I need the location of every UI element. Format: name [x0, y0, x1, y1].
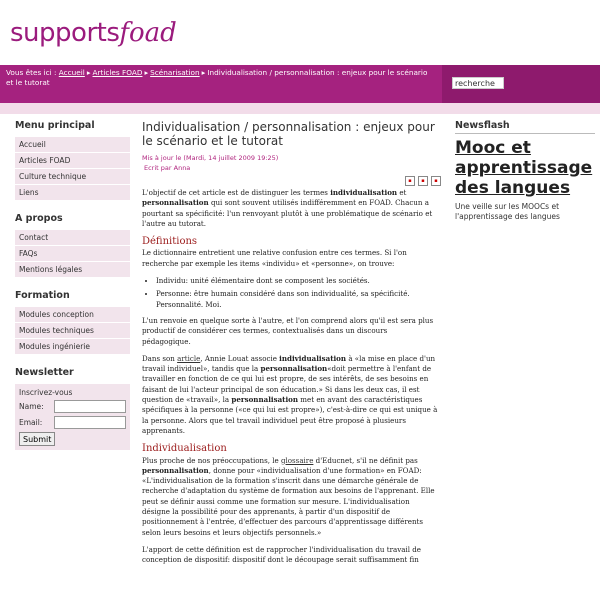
last-paragraph: L'apport de cette définition est de rapprocher l'individualisation du travail de conception de dispositif: dispositif dont le découpage serait suffisamment fin: [142, 544, 421, 565]
menu-item-articles-foad[interactable]: Articles FOAD: [15, 153, 130, 169]
right-sidebar: [455, 120, 600, 222]
site-logo[interactable]: [10, 18, 177, 58]
breadcrumb: [6, 68, 431, 88]
menu-item-faqs[interactable]: FAQs: [15, 246, 130, 262]
article-tools: [405, 176, 441, 186]
email-row: [19, 416, 126, 429]
list-item: • Individu: unité élémentaire dont se composent les sociétés.: [156, 276, 438, 286]
newsletter-form: [15, 384, 130, 450]
divider: [455, 133, 595, 134]
logo-text-supports: supports: [10, 18, 120, 48]
pdf-icon[interactable]: ▪: [405, 176, 415, 186]
submit-button[interactable]: Submit: [19, 432, 55, 446]
about-menu: [15, 230, 130, 278]
main-content: [142, 120, 438, 573]
definitions-heading: Définitions: [142, 236, 198, 248]
definitions-paragraph: Le dictionnaire entretient une relative confusion entre ces termes. Si l'on recherche par exemple les items «individu» et «personne», on trouve:: [142, 248, 407, 268]
about-menu-title: A propos: [15, 213, 63, 224]
newsflash-title: Newsflash: [455, 120, 510, 131]
menu-item-liens[interactable]: Liens: [15, 185, 130, 201]
main-menu-title: Menu principal: [15, 120, 95, 131]
menu-item-accueil[interactable]: Accueil: [15, 137, 130, 153]
left-sidebar: [15, 120, 130, 450]
menu-item-modules-ingenierie[interactable]: Modules ingénierie: [15, 339, 130, 355]
breadcrumb-item-articles-foad[interactable]: Articles FOAD: [92, 68, 143, 77]
newsletter-title: Newsletter: [15, 367, 74, 378]
name-label: Name:: [19, 402, 44, 411]
breadcrumb-separator: ▸: [86, 68, 91, 77]
search-input[interactable]: [452, 77, 504, 89]
menu-item-modules-techniques[interactable]: Modules techniques: [15, 323, 130, 339]
main-menu: [15, 137, 130, 201]
article-updated: Mis à jour le (Mardi, 14 juillet 2009 19:25): [142, 154, 279, 162]
intro-paragraph: L'objectif de cet article est de distinguer les termes individualisation et personnalisation qui sont souvent utilisés indifféremment en FOAD. Chacun a pourtant sa spécificité: l'un renvoyant plutôt à une problématique de scénario et l'autre au tutorat.: [142, 188, 433, 228]
menu-item-culture-technique[interactable]: Culture technique: [15, 169, 130, 185]
training-menu-title: Formation: [15, 290, 70, 301]
menu-item-modules-conception[interactable]: Modules conception: [15, 307, 130, 323]
list-item: • Personne: être humain considéré dans son individualité, sa spécificité. Personnalité. Moi.: [156, 289, 438, 310]
menu-item-mentions-legales[interactable]: Mentions légales: [15, 262, 130, 278]
article-body: [142, 188, 438, 566]
definitions-list: [142, 276, 438, 310]
article-link[interactable]: article: [177, 353, 201, 363]
email-label: Email:: [19, 418, 43, 427]
name-row: [19, 400, 126, 413]
logo-text-foad: foad: [119, 18, 177, 48]
article-author: Ecrit par Anna: [144, 164, 191, 172]
glossary-link[interactable]: glossaire: [280, 455, 314, 465]
email-field[interactable]: [54, 416, 126, 429]
newsflash-description: Une veille sur les MOOCs et l'apprentissage des langues: [455, 202, 560, 221]
newsletter-intro: Inscrivez-vous: [19, 388, 73, 397]
breadcrumb-current: Individualisation / personnalisation : enjeux pour le scénario et le tutorat: [6, 68, 428, 87]
louat-paragraph: Dans son article, Annie Louat associe individualisation à «la mise en place d'un travail individuel», tandis que la personnalisation«doit permettre à l'enfant de travailler en fonction de ce qui lui est propre, de ses intérêts, de ses besoins en faisant de lui l'acteur principal de son éducation.» Si dans les deux cas, il est question de «travail», la personnalisation met en avant des caractéristiques spécifiques à la personne («ce qui lui est propre»), c'est-à-dire ce qui est unique à la personne. Alors que tel travail individuel peut être proposé à plusieurs apprenants.: [142, 353, 438, 435]
breadcrumb-separator: ▸: [201, 68, 206, 77]
menu-item-contact[interactable]: Contact: [15, 230, 130, 246]
print-icon[interactable]: ▪: [418, 176, 428, 186]
individualisation-paragraph: Plus proche de nos préoccupations, le glossaire d'Educnet, s'il ne définit pas personnalisation, donne pour «individualisation d'une formation» en FOAD: «L'individualisation de la formation s'inscrit dans une démarche générale de recherche d'adaptation du système de formation aux besoins de l'apprenant. Elle peut se définir aussi comme une formation sur mesure. L'individualisation désigne la possibilité pour des apprenants, à partir d'un dispositif de positionnement à l'entrée, d'effectuer des parcours d'apprentissage différents selon leurs besoins et leurs objectifs personnels.»: [142, 455, 435, 537]
name-field[interactable]: [54, 400, 126, 413]
individualisation-heading: Individualisation: [142, 443, 227, 455]
breadcrumb-item-accueil[interactable]: Accueil: [58, 68, 85, 77]
training-menu: [15, 307, 130, 355]
email-icon[interactable]: ▪: [431, 176, 441, 186]
article-title[interactable]: Individualisation / personnalisation : enjeux pour le scénario et le tutorat: [142, 120, 435, 148]
breadcrumb-item-scenarisation[interactable]: Scénarisation: [150, 68, 200, 77]
newsflash-headline[interactable]: Mooc et apprentissage des langues: [455, 138, 593, 198]
header-band: [0, 103, 600, 114]
definitions-paragraph-2: L'un renvoie en quelque sorte à l'autre, et l'on comprend alors qu'il est sera plus productif de considérer ces termes, contextualisés dans un discours pédagogique.: [142, 315, 434, 346]
breadcrumb-prefix: Vous êtes ici :: [6, 68, 57, 77]
breadcrumb-separator: ▸: [144, 68, 149, 77]
